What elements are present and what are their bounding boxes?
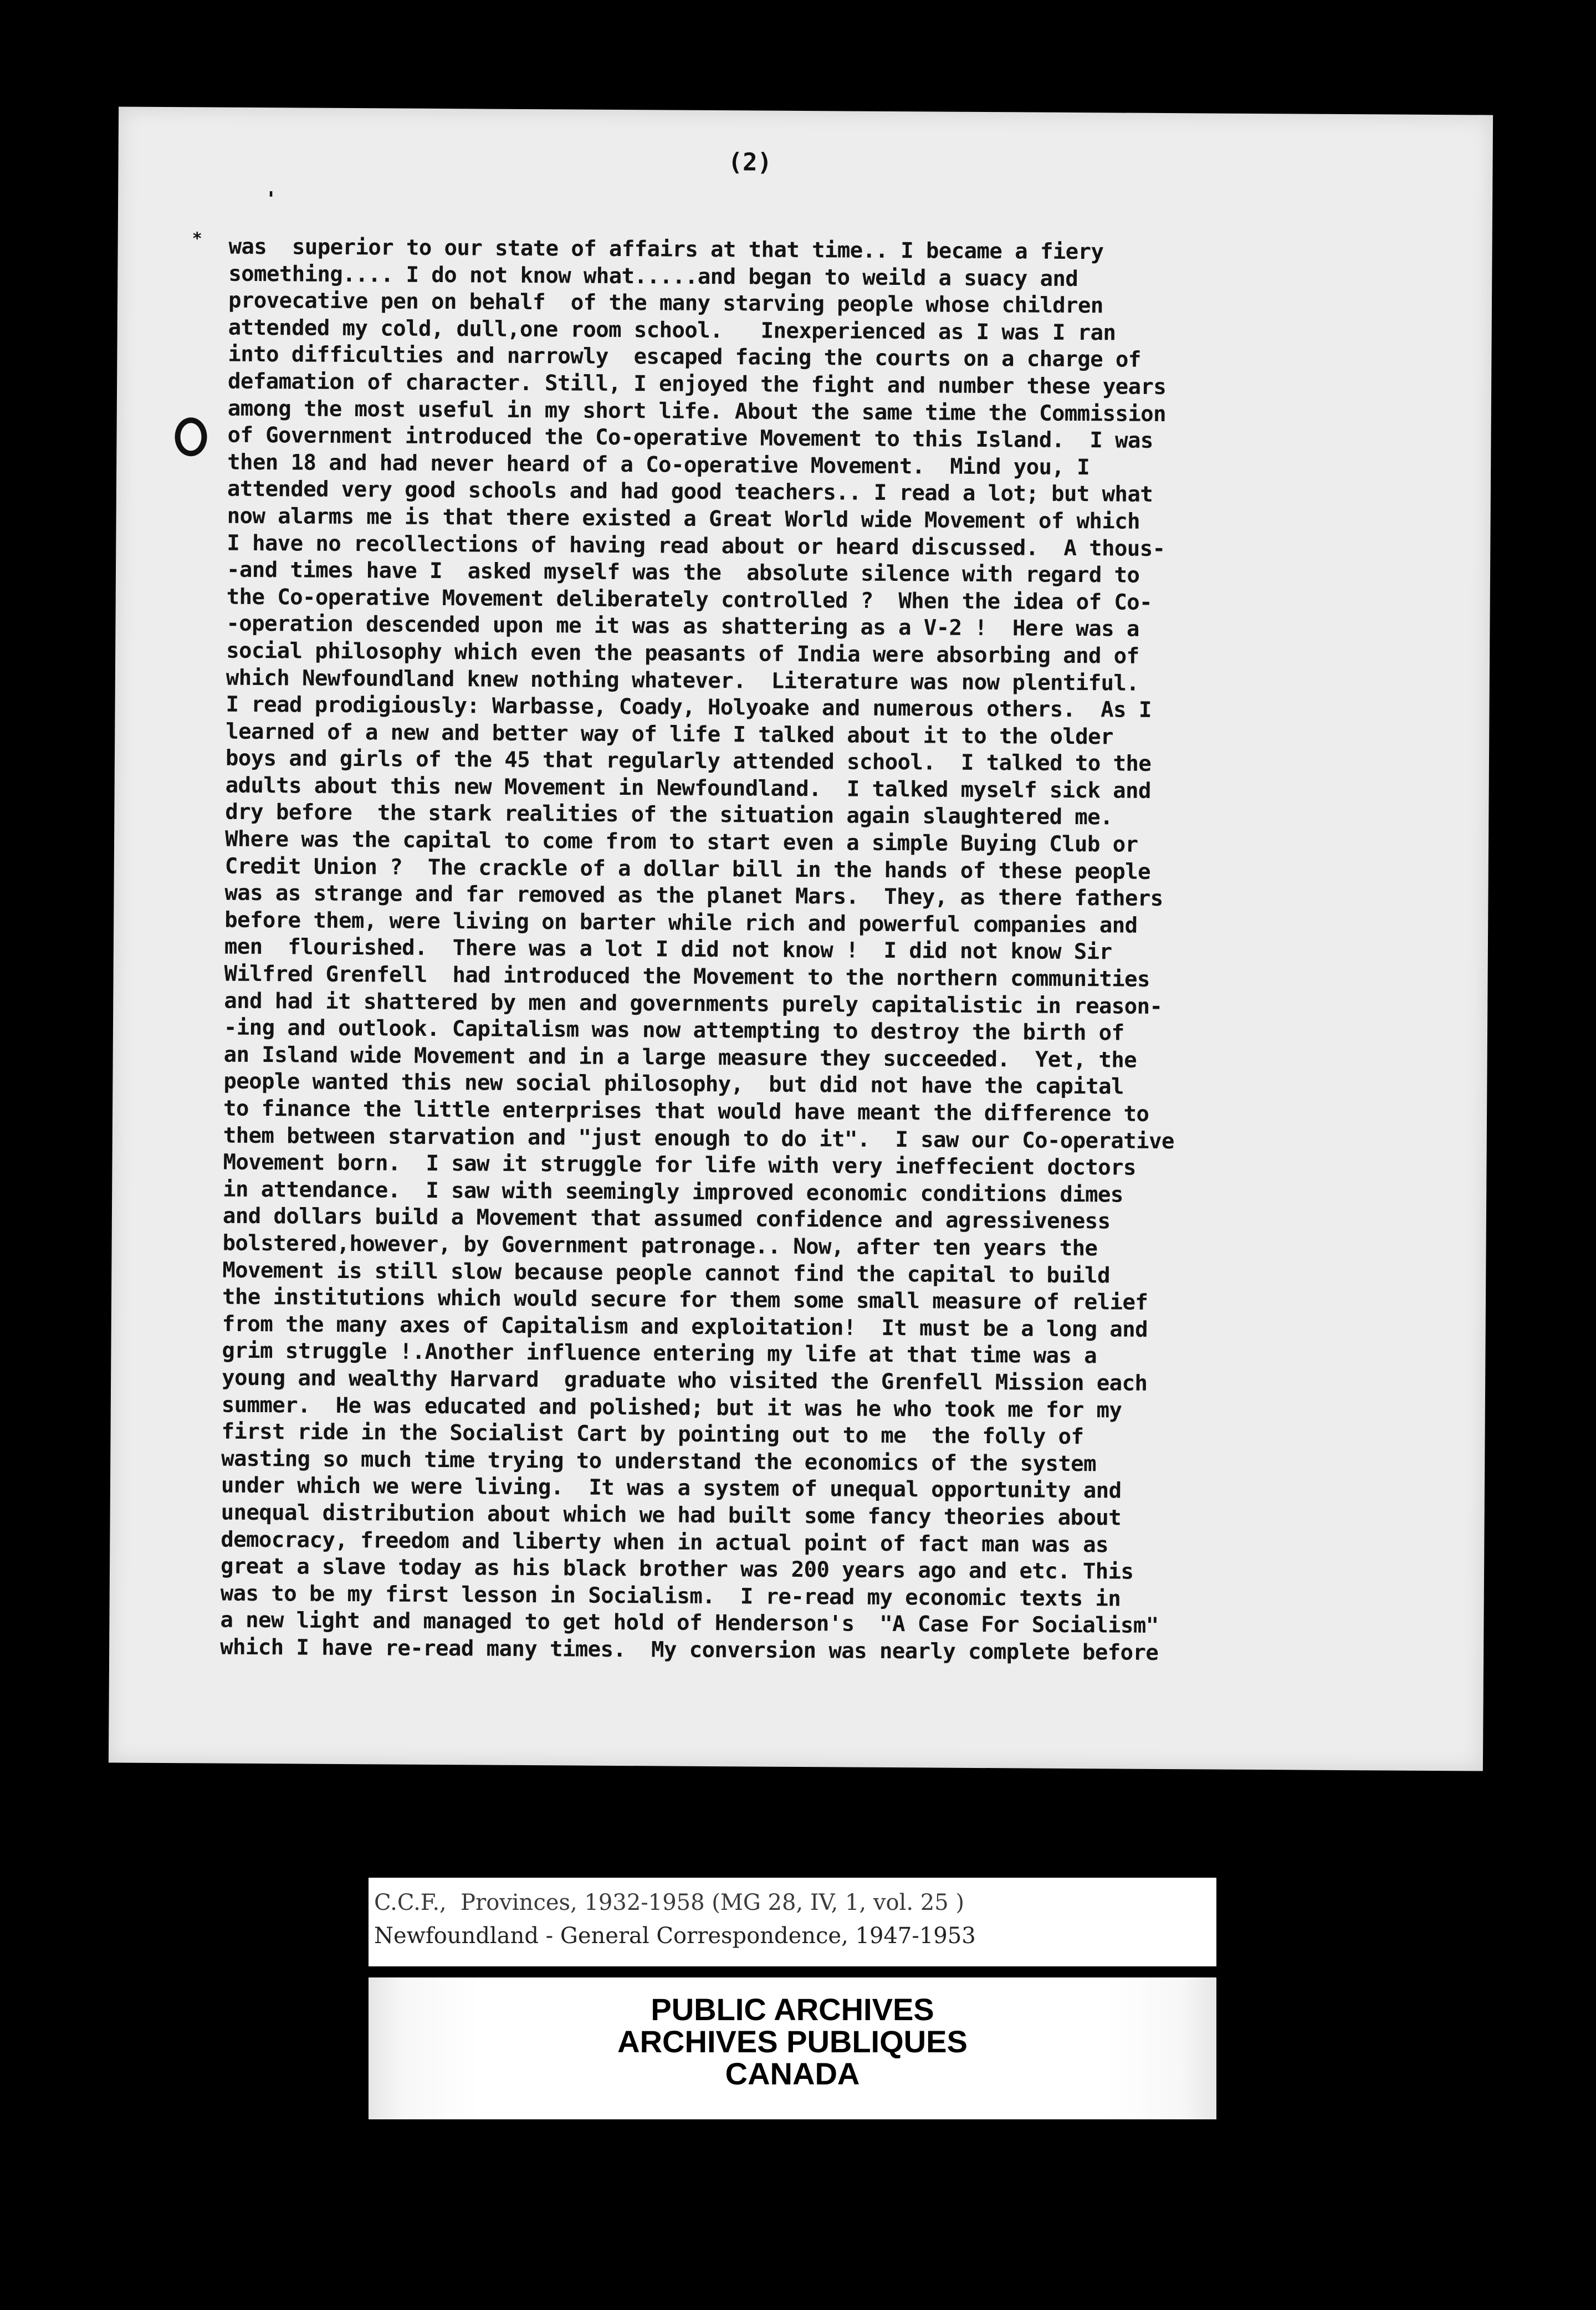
text-line: was superior to our state of affairs at that time.. I became a fiery (228, 234, 1104, 265)
text-line: attended my cold, dull,one room school. Inexperienced as I was I ran (228, 315, 1116, 346)
text-line: of Government introduced the Co-operative Movement to this Island. I was (227, 422, 1153, 454)
text-line: among the most useful in my short life. About the same time the Commission (227, 396, 1167, 427)
text-line: -operation descended upon me it was as shattering as a V-2 ! Here was a (226, 611, 1139, 642)
archive-reference-label (369, 1878, 1216, 1966)
text-line: great a slave today as his black brother was 200 years ago and etc. This (220, 1553, 1134, 1585)
text-line: before them, were living on barter while rich and powerful companies and (224, 907, 1138, 938)
text-line: which I have re-read many times. My conversion was nearly complete before (220, 1634, 1159, 1665)
text-line: a new light and managed to get hold of Henderson's "A Case For Socialism" (220, 1607, 1159, 1639)
archive-reference-line-1: C.C.F., Provinces, 1932-1958 (MG 28, IV, 1, vol. 25 ) (374, 1890, 964, 1915)
text-line: and had it shattered by men and governments purely capitalistic in reason- (224, 988, 1163, 1019)
text-line: to finance the little enterprises that would have meant the difference to (223, 1096, 1149, 1127)
text-line: provecative pen on behalf of the many starving people whose children (228, 288, 1103, 319)
text-line: young and wealthy Harvard graduate who visited the Grenfell Mission each (222, 1365, 1148, 1396)
archive-reference-line-2: Newfoundland - General Correspondence, 1947-1953 (374, 1923, 976, 1949)
text-line: wasting so much time trying to understand the economics of the system (221, 1446, 1097, 1476)
text-line: an Island wide Movement and in a large measure they succeeded. Yet, the (223, 1042, 1137, 1073)
text-line: adults about this new Movement in Newfoundland. I talked myself sick and (225, 773, 1152, 804)
text-line: summer. He was educated and polished; but it was he who took me for my (221, 1392, 1122, 1423)
text-line: social philosophy which even the peasants of India were absorbing and of (226, 638, 1139, 669)
stamp-line-2: ARCHIVES PUBLIQUES (617, 2024, 968, 2059)
text-line: bolstered,however, by Government patronage.. Now, after ten years the (222, 1230, 1098, 1261)
text-line: now alarms me is that there existed a Great World wide Movement of which (227, 503, 1140, 534)
text-line: I read prodigiously: Warbasse, Coady, Holyoake and numerous others. As I (226, 692, 1152, 723)
punch-hole (175, 417, 207, 456)
text-line: I have no recollections of having read about or heard discussed. A thous- (227, 530, 1165, 561)
text-line: Where was the capital to come from to start even a simple Buying Club or (224, 826, 1138, 857)
text-line: something.... I do not know what.....and began to weild a suacy and (228, 261, 1078, 292)
text-line: boys and girls of the 45 that regularly attended school. I talked to the (225, 745, 1152, 777)
text-line: then 18 and had never heard of a Co-operative Movement. Mind you, I (227, 449, 1090, 480)
text-line: into difficulties and narrowly escaped facing the courts on a charge of (228, 342, 1141, 373)
text-line: in attendance. I saw with seemingly improved economic conditions dimes (223, 1177, 1123, 1208)
text-line: people wanted this new social philosophy, but did not have the capital (223, 1069, 1124, 1100)
text-line: Movement born. I saw it struggle for life with very ineffecient doctors (223, 1149, 1136, 1180)
public-archives-stamp (369, 1977, 1216, 2119)
text-line: was as strange and far removed as the planet Mars. They, as there fathers (224, 880, 1163, 912)
margin-mark: * (192, 229, 202, 249)
text-line: attended very good schools and had good teachers.. I read a lot; but what (227, 477, 1153, 508)
text-line: Wilfred Grenfell had introduced the Movement to the northern communities (224, 961, 1150, 992)
text-line: from the many axes of Capitalism and exploitation! It must be a long and (222, 1311, 1148, 1342)
text-line: -ing and outlook. Capitalism was now attempting to destroy the birth of (223, 1015, 1124, 1046)
text-line: Credit Union ? The crackle of a dollar bill in the hands of these people (224, 854, 1151, 885)
tick-mark: ' (265, 188, 277, 211)
text-line: which Newfoundland knew nothing whatever. Literature was now plentiful. (226, 665, 1139, 696)
text-line: defamation of character. Still, I enjoyed the fight and number these years (227, 369, 1167, 400)
text-line: dry before the stark realities of the situation again slaughtered me. (225, 800, 1113, 830)
text-line: grim struggle !.Another influence entering my life at that time was a (222, 1338, 1097, 1369)
stamp-line-1: PUBLIC ARCHIVES (651, 1992, 934, 2027)
text-line: and dollars build a Movement that assumed confidence and agressiveness (222, 1204, 1111, 1234)
page-number: (2) (728, 148, 773, 177)
stamp-line-3: CANADA (725, 2056, 860, 2091)
text-line: unequal distribution about which we had built some fancy theories about (221, 1500, 1122, 1531)
text-line: them between starvation and "just enough to do it". I saw our Co-operative (223, 1123, 1174, 1154)
text-line: learned of a new and better way of life I talked about it to the older (226, 719, 1113, 750)
text-line: the Co-operative Movement deliberately controlled ? When the idea of Co- (226, 584, 1153, 615)
text-line: -and times have I asked myself was the absolute silence with regard to (226, 557, 1140, 588)
text-line: first ride in the Socialist Cart by pointing out to me the folly of (221, 1419, 1084, 1450)
text-line: Movement is still slow because people cannot find the capital to build (222, 1258, 1111, 1288)
letter-body-text (220, 234, 1498, 1669)
text-line: men flourished. There was a lot I did not know ! I did not know Sir (224, 934, 1112, 965)
text-line: the institutions which would secure for them some small measure of relief (222, 1284, 1148, 1315)
typewritten-page (109, 106, 1493, 1771)
text-line: under which we were living. It was a system of unequal opportunity and (221, 1473, 1122, 1504)
text-line: was to be my first lesson in Socialism. I re-read my economic texts in (220, 1581, 1121, 1612)
text-line: democracy, freedom and liberty when in actual point of fact man was as (221, 1527, 1109, 1557)
